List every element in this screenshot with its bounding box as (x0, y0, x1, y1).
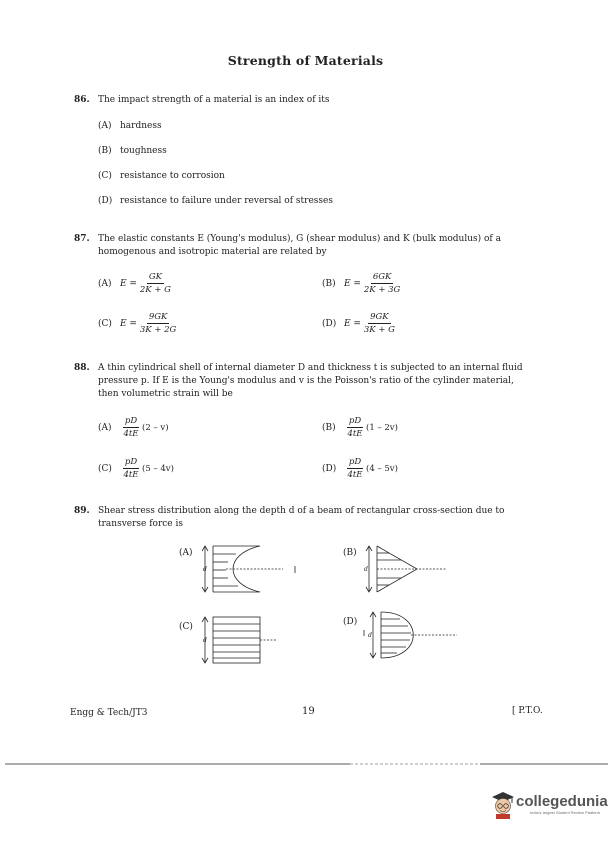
bottom-rule (0, 760, 611, 770)
q89-b-dim-label: d (364, 566, 368, 573)
collegedunia-logo (490, 787, 608, 823)
q89-line1: Shear stress distribution along the depth d of a beam of rectangular cross-section due to (98, 506, 505, 516)
q87-option-b: (B) E = $\frac{6GK}{2K + 3G}$ (322, 272, 401, 295)
q88-number: 88. (74, 363, 90, 373)
q88-option-d: (D) $\frac{pD}{4tE}$ (4 – 5v) (322, 457, 398, 480)
q89-c-dim-label: d (203, 637, 207, 644)
q88-option-a: (A) $\frac{pD}{4tE}$ (2 – v) (98, 416, 169, 439)
q89-option-c-label: (C) (179, 622, 193, 632)
q89-option-a-label: (A) (179, 548, 193, 558)
q86-option-a: (A) hardness (98, 121, 162, 131)
footer-left: Engg & Tech/JT3 (70, 708, 148, 718)
q87-line2: homogenous and isotropic material are related by (98, 247, 327, 257)
footer-right: [ P.T.O. (512, 706, 543, 716)
q89-diagram-c (198, 613, 278, 668)
q89-number: 89. (74, 506, 90, 516)
q89-d-dim-label: d (368, 632, 372, 639)
logo-wordmark: collegedunia (516, 793, 608, 810)
q87-number: 87. (74, 234, 90, 244)
page-title: Strength of Materials (227, 53, 384, 68)
logo-tagline: India's largest Student Review Platform (530, 811, 601, 815)
q88-line3: then volumetric strain will be (98, 389, 233, 399)
q86-option-d: (D) resistance to failure under reversal of stresses (98, 196, 333, 206)
q88-option-c: (C) $\frac{pD}{4tE}$ (5 – 4v) (98, 457, 174, 480)
q89-option-b-label: (B) (343, 548, 357, 558)
page-number: 19 (302, 706, 315, 717)
q88-option-b: (B) $\frac{pD}{4tE}$ (1 – 2v) (322, 416, 398, 439)
q86-number: 86. (74, 95, 90, 105)
q89-diagram-a (198, 542, 298, 597)
q89-diagram-d (362, 608, 462, 663)
q89-option-d-label: (D) (343, 617, 358, 627)
q86-option-c: (C) resistance to corrosion (98, 171, 225, 181)
q87-option-a: (A) E = $\frac{GK}{2K + G}$ (98, 272, 171, 295)
q88-line1: A thin cylindrical shell of internal diameter D and thickness t is subjected to an internal fluid (98, 363, 523, 373)
q86-text: The impact strength of a material is an index of its (98, 95, 330, 105)
q89-diagram-b (362, 542, 452, 597)
q89-a-dim-label: d (203, 566, 207, 573)
q87-option-d: (D) E = $\frac{9GK}{3K + G}$ (322, 312, 395, 335)
q88-line2: pressure p. If E is the Young's modulus and v is the Poisson's ratio of the cylinder material, (98, 376, 514, 386)
q87-line1: The elastic constants E (Young's modulus), G (shear modulus) and K (bulk modulus) of a (98, 234, 501, 244)
q87-option-c: (C) E = $\frac{9GK}{3K + 2G}$ (98, 312, 177, 335)
q89-line2: transverse force is (98, 519, 183, 529)
q86-option-b: (B) toughness (98, 146, 167, 156)
mascot-icon (490, 789, 516, 819)
